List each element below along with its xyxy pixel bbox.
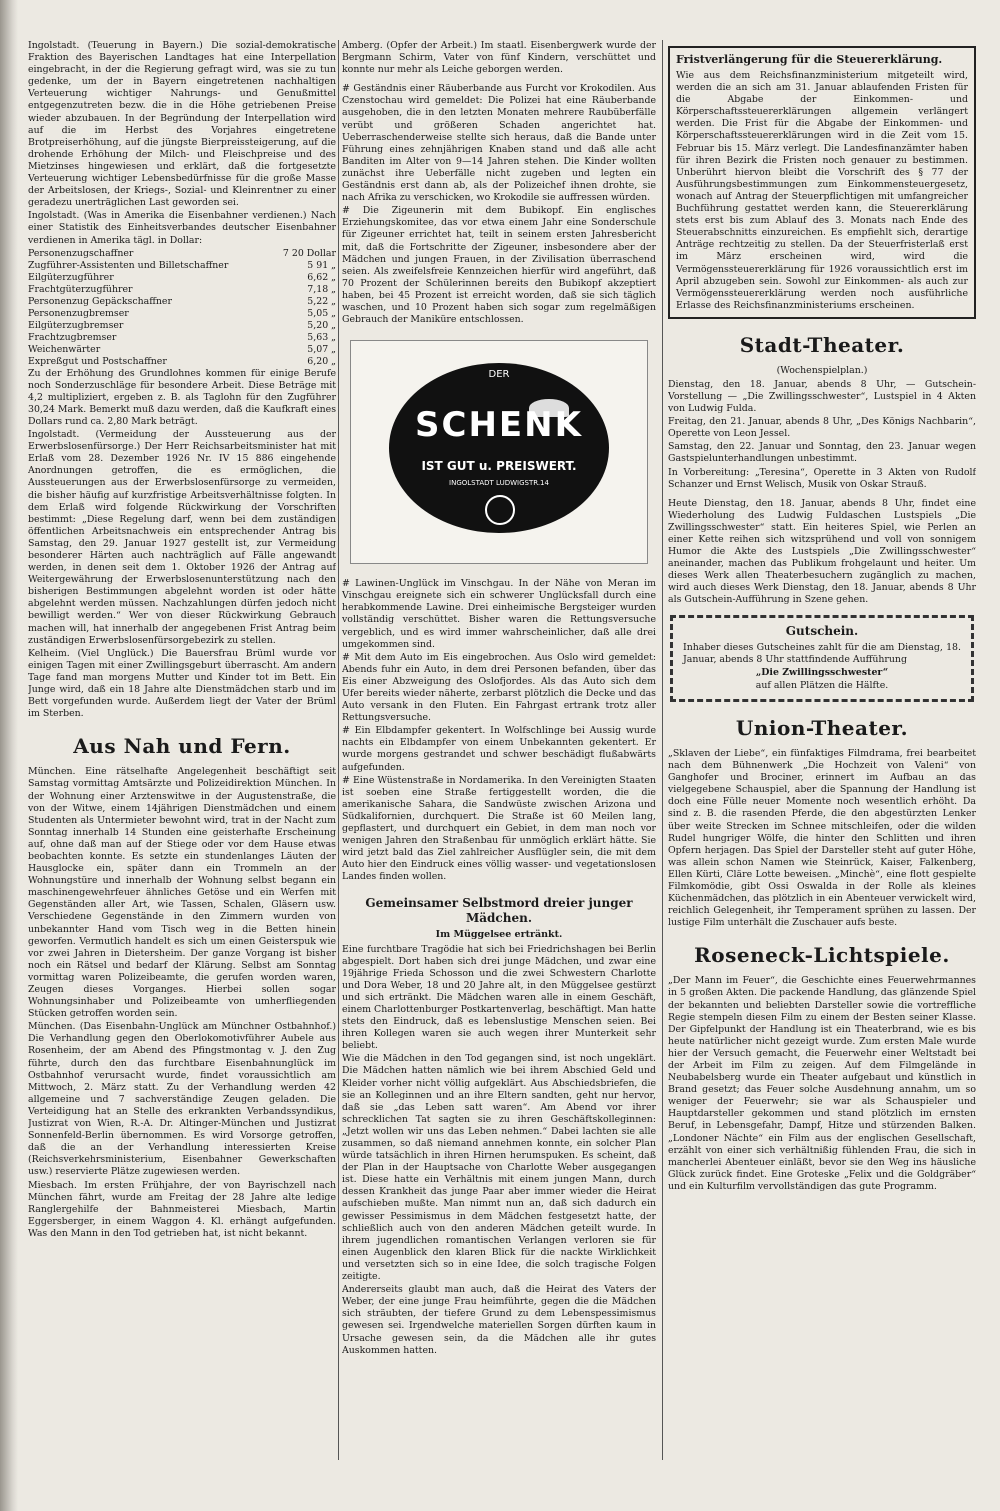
wage-row: [28, 248, 336, 260]
article-muenchen-spuk: München. Eine rätselhafte Angelegenheit beschäftigt seit Samstag vormittag Amtsärzte und Polizeidirektion München. In der Wohnung einer Arztenswitwe in der Augustenstraße, die von der Witwe, einem 14jährigen Dienstmädchen und einem Studenten als Untermieter bewohnt wird, trat in der Nacht zum Sonntag innerhalb 14 Stunden eine geisterhafte Erscheinung auf, ohne daß man auf der Stiege oder vor dem Hause etwas beobachten konnte. Es setzte ein stundenlanges Läuten der Hausglocke ein, später dann ein Trommeln an der Wohnungstüre und innerhalb der Wohnung selbst begann ein maschinengewehrfeuer ähnliches Getöse und ein Werfen mit Gegenständen aller Art, wie Tassen, Schalen, Gläsern usw. Verschiedene Gegenstände in den Zimmern wurden von unbekannter Hand vom Tisch weg in die Betten hinein geworfen. Vermutlich handelt es sich um einen Geisterspuk wie vor zwei Jahren in Dietersheim. Der ganze Vorgang ist bisher noch ein Rätsel und bedarf der Klärung. Selbst am Sonntag vormittag waren Polizeibeamte, die gerufen worden waren, Zeugen dieses Vorganges. Hierbei sollen sogar Wohnungsinhaber und Polizeibeamte von umherfliegenden Stücken getroffen worden sein.: [28, 766, 336, 1020]
section-subheading: Im Müggelsee ertränkt.: [435, 928, 563, 940]
article-wuestenstrasse: # Eine Wüstenstraße in Nordamerika. In den Vereinigten Staaten ist soeben eine Straße fertiggestellt worden, die die amerikanische Sahara, die Sandwüste zwischen Arizona und Südkalifornien, durchquert. Die Straße ist 60 Meilen lang, gepflastert, und durchquert ein Gebiet, in dem man noch vor wenigen Jahren den Straßenbau für unmöglich erklärt hätte. Sie wird jetzt bald das Ziel zahlreicher Ausflügler sein, die mit dem Auto hier den Eindruck eines völlig wasser- und vegetationslosen Landes finden wollen.: [342, 774, 656, 883]
wage-value: 5,63 „: [307, 331, 336, 343]
column-middle: [342, 40, 656, 1500]
wage-row: [28, 308, 336, 320]
wage-value: 6,62 „: [307, 271, 336, 283]
article-grundlohn: Zu der Erhöhung des Grundlohnes kommen für einige Berufe noch Sonderzuschläge für besondere Arbeit. Diese Beträge mit 4,2 multipliziert, ergeben z. B. als Taglohn für den Zugführer 30,24 Mark. Bemerkt muß dazu werden, daß die Kaufkraft eines Dollars rund ca. 2,80 Mark beträgt.: [28, 367, 336, 427]
wage-value: 7,18 „: [307, 283, 336, 295]
wage-value: 7 20 Dollar: [282, 247, 336, 259]
wage-value: 5 91 „: [307, 259, 336, 271]
wage-label: Personenzugschaffner: [28, 247, 134, 259]
wage-row: [28, 296, 336, 308]
voucher-play: „Die Zwillingsschwester“: [755, 666, 889, 678]
ad-logo-icon: [485, 495, 515, 525]
wage-label: Personenzug Gepäckschaffner: [28, 295, 172, 307]
wage-value: 5,20 „: [307, 319, 336, 331]
wage-label: Expreßgut und Postschaffner: [28, 355, 167, 367]
wage-label: Frachtzugbremser: [28, 331, 117, 343]
theater-entry: Freitag, den 21. Januar, abends 8 Uhr, „Des Königs Nachbarin“, Operette von Leon Jessel.: [668, 416, 976, 440]
wage-label: Frachtgüterzugführer: [28, 283, 133, 295]
wage-label: Eilgüterzugbremser: [28, 319, 124, 331]
wage-value: 6,20 „: [307, 355, 336, 367]
stadt-theater-subheading: (Wochenspielplan.): [776, 364, 868, 376]
article-teuerung: Ingolstadt. (Teuerung in Bayern.) Die sozial-demokratische Fraktion des Bayerischen Landtages hat eine Interpellation eingebracht, in der die Regierung gefragt wird, was sie zu tun gedenke, um der in Bayern eingetretenen nachhaltigen Verteuerung wichtiger Nahrungs- und Genußmittel entgegenzutreten bezw. die in die Höhe getriebenen Preise wieder abzubauen. In der Begründung der Interpellation wird auf die im Herbst des Vorjahres eingetretene Brotpreiserhöhung, auf die jüngste Bierpreissteigerung, auf die drohende Erhöhung der Milch- und Fleischpreise und des Mietzinses hingewiesen und erklärt, daß die fortgesetzte Verteuerung wichtiger Lebensbedürfnisse für die große Masse der Arbeitslosen, der Kriegs-, Sozial- und Kleinrentner zu einer geradezu unerträglichen Last geworden sei.: [28, 40, 336, 209]
ad-oval: [389, 363, 609, 533]
article-lawine: # Lawinen-Unglück im Vinschgau. In der Nähe von Meran im Vinschgau ereignete sich ein schwerer Unglücksfall durch eine herabkommende Lawine. Drei einheimische Bergsteiger wurden vollständig verschüttet. Bisher waren die Rettungsversuche vergeblich, und es wird immer wahrscheinlicher, daß alle drei umgekommen sind.: [342, 578, 656, 650]
section-heading-selbstmord: Gemeinsamer Selbstmord dreier junger Mädchen.: [365, 895, 633, 925]
wage-table: [28, 248, 336, 368]
article-selbstmord-p2: Wie die Mädchen in den Tod gegangen sind, ist noch ungeklärt. Die Mädchen hatten nämlich wie bei ihrem Abschied Geld und Kleider vorher nicht völlig aufgeklärt. Aus Abschiedsbriefen, die sie an Kolleginnen und an ihre Eltern sandten, geht nur hervor, daß sie „das Leben satt waren“. Am Abend vor ihrer schrecklichen Tat sagten sie zu ihren Geschäftskolleginnen: „Jetzt wollen wir uns das Leben nehmen.“ Dabei lachten sie alle zusammen, so daß niemand annehmen konnte, ein solcher Plan würde tatsächlich in ihren Hirnen herumspuken. Es scheint, daß der Plan in der Hauptsache von Charlotte Weber ausgegangen ist. Diese hatte ein Verhältnis mit einem jungen Mann, durch dessen Krankheit das junge Paar aber immer wieder die Heirat aufschieben mußte. Man nimmt nun an, daß sich dadurch ein gewisser Pessimismus in dem Mädchen festgesetzt hatte, der schließlich auch von den anderen Mädchen geteilt wurde. In ihrem jugendlichen romantischen Verlangen verloren sie für einen Augenblick den klaren Blick für die nackte Wirklichkeit und versetzten sich so in eine Idee, die solch tragische Folgen zeitigte.: [342, 1053, 656, 1283]
notice-title: Fristverlängerung für die Steuererklärung.: [676, 53, 943, 66]
wage-value: 5,05 „: [307, 307, 336, 319]
wage-row: [28, 284, 336, 296]
wage-row: [28, 260, 336, 272]
article-eisenbahner-intro: Ingolstadt. (Was in Amerika die Eisenbahner verdienen.) Nach einer Statistik des Einheitsverbandes deutscher Eisenbahner verdienen in Amerika tägl. in Dollar:: [28, 210, 336, 246]
article-muenchen-eisenbahn: München. (Das Eisenbahn-Unglück am Münchner Ostbahnhof.) Die Verhandlung gegen den Oberlokomotivführer Aubele aus Rosenheim, der am Abend des Pfingstmontag v. J. den Zug führte, durch den das furchtbare Eisenbahnunglück im Ostbahnhof verursacht wurde, findet voraussichtlich am Mittwoch, 2. März statt. Zu der Verhandlung werden 42 allgemeine und 7 sachverständige Zeugen geladen. Die Verteidigung hat an Stelle des erkrankten Verbandssyndikus, Justizrat von Wien, R.-A. Dr. Altinger-München und Justizrat Sonnenfeld-Berlin übernommen. Es wird Vorsorge getroffen, daß die an der Verhandlung interessierten Kreise (Reichsverkehrsministerium, Eisenbahner Gewerkschaften usw.) reservierte Plätze zugewiesen werden.: [28, 1021, 336, 1178]
roseneck-heading: Roseneck-Lichtspiele.: [694, 943, 950, 968]
wage-row: [28, 272, 336, 284]
article-kelheim: Kelheim. (Viel Unglück.) Die Bauersfrau Brüml wurde vor einigen Tagen mit einer Zwillingsgeburt überrascht. Am andern Tage fand man morgens Mutter und Kinder tot im Bett. Ein Junge wird, daß ein 18 Jahre alte Dienstmädchen starb und im Bett vorgefunden wurde. Außerdem liegt der Vater der Brüml im Sterben.: [28, 647, 336, 720]
ad-tagline: IST GUT u. PREISWERT.: [421, 459, 577, 474]
theater-entry: Samstag, den 22. Januar und Sonntag, den 23. Januar wegen Gastspielunterhandlungen unbestimmt.: [668, 441, 976, 465]
column-rule: [662, 40, 663, 1460]
advertisement-schenk: [350, 340, 648, 564]
column-rule: [338, 40, 339, 1460]
voucher-coupon: [670, 615, 974, 702]
column-left: [28, 40, 336, 1500]
theater-entry: Dienstag, den 18. Januar, abends 8 Uhr, — Gutschein-Vorstellung — „Die Zwillingsschwester“, Lustspiel in 4 Akten von Ludwig Fulda.: [668, 378, 976, 415]
article-miesbach: Miesbach. Im ersten Frühjahre, der von Bayrischzell nach München fährt, wurde am Freitag der 28 Jahre alte ledige Ranglergehilfe der Bahnmeisterei Miesbach, Martin Eggersberger, in einem Waggon 4. Kl. erhängt aufgefunden. Was den Mann in den Tod getrieben hat, ist nicht bekannt.: [28, 1179, 336, 1239]
notice-text: Wie aus dem Reichsfinanzministerium mitgeteilt wird, werden die an sich am 31. Januar ablaufenden Fristen für die Abgabe der Einkommen- und Körperschaftssteuererklärungen allgemein verlängert werden. Die Frist für die Abgabe der Einkommen- und Körperschaftssteuererklärungen wird in die Zeit vom 15. Februar bis 15. März verlegt. Die Landesfinanzämter haben für ihren Bezirk die Fristen noch genauer zu bestimmen. Unberührt hiervon bleibt die Vorschrift des § 77 der Ausführungsbestimmungen zum Einkommensteuergesetz, wonach auf Antrag der Steuerpflichtigen mit umfangreicher Buchführung gestattet werden kann, die Steuererklärung stets erst bis zum Ablauf des 3. Monats nach Ende des Steuerabschnitts einzureichen. Es empfiehlt sich, derartige Anträge rechtzeitig zu stellen. Da der Steuerfristerlaß erst im März erscheinen wird, wird die Vermögenssteuererklärung für 1926 voraussichtlich erst im April abzugeben sein. Sowohl zur Einkommen- als auch zur Vermögenssteuererklärung werden noch ausführliche Erlasse des Reichsfinanzministeriums erscheinen.: [676, 70, 968, 311]
wage-label: Personenzugbremser: [28, 307, 129, 319]
page-binding-shadow: [0, 0, 18, 1511]
section-heading-aus-nah-und-fern: Aus Nah und Fern.: [73, 734, 291, 759]
union-theater-heading: Union-Theater.: [735, 715, 909, 740]
roseneck-review: „Der Mann im Feuer“, die Geschichte eines Feuerwehrmannes in 5 großen Akten. Die packende Handlung, das glänzende Spiel der bekannten und beliebten Darsteller sowie die vortreffliche Regie stempeln diesen Film zu einem der Besten seiner Klasse. Der Gipfelpunkt der Handlung ist ein Theaterbrand, wie es bis heute natürlicher nicht gezeigt wurde. Zum ersten Male wurde hier der Versuch gemacht, die Feuerwehr einer Weltstadt bei der Arbeit im Film zu zeigen. Auf dem Filmgelände in Neubabelsberg wurde ein Theater aufgebaut und künstlich in Brand gesetzt; das Feuer solche Ausdehnung annahm, um so weniger der Feuerwehr; sie war als Schauspieler und Hauptdarsteller gekommen und stand plötzlich im ernsten Beruf, in Lebensgefahr, Dampf, Hitze und stürzenden Balken. „Londoner Nächte“ ein Film aus der englischen Gesellschaft, erzählt von einer sich verhältnißig fühlenden Frau, die sich in mancherlei Abenteuer einläßt, bevor sie den Weg ins häusliche Glück zurück findet. Eine Groteske „Felix und die Goldgräber“ und ein Kulturfilm vervollständigen das gute Programm.: [668, 975, 976, 1192]
notice-fristverlaengerung: [668, 46, 976, 319]
column-right: [668, 40, 976, 1500]
wage-row: [28, 332, 336, 344]
wage-row: [28, 356, 336, 368]
voucher-text: Inhaber dieses Gutscheines zahlt für die am Dienstag, 18. Januar, abends 8 Uhr stattfindende Aufführung: [683, 641, 961, 665]
ad-address: INGOLSTADT LUDWIGSTR.14: [449, 479, 549, 488]
article-amberg: Amberg. (Opfer der Arbeit.) Im staatl. Eisenbergwerk wurde der Bergmann Schirm, Vater von fünf Kindern, verschüttet und konnte nur mehr als Leiche geborgen werden.: [342, 40, 656, 76]
wage-value: 5,22 „: [307, 295, 336, 307]
article-auto-eis: # Mit dem Auto im Eis eingebrochen. Aus Oslo wird gemeldet: Abends fuhr ein Auto, in dem drei Personen befanden, über das Eis einer Abzweigung des Oslofjordes. Als das Auto sich dem Ufer bereits wieder näherte, zerbarst plötzlich die Decke und das Auto versank in den Fluten. Ein Fahrgast ertrank trotz aller Rettungsversuche.: [342, 651, 656, 724]
article-aussteuerung: Ingolstadt. (Vermeidung der Aussteuerung aus der Erwerbslosenfürsorge.) Der Herr Reichsarbeitsminister hat mit Erlaß vom 28. Dezember 1926 Nr. IV 15 886 eingehende Anordnungen getroffen, die es ermöglichen, die Aussteuerungen aus der Erwerbslosenfürsorge zu vermeiden, die bisher häufig auf kurzfristige Arbeitsverhältnisse folgten. In dem Erlaß wird folgende Rückwirkung der Vorschriften bestimmt: „Diese Regelung darf, wenn bei dem zuständigen öffentlichen Arbeitsnachweis ein entsprechender Antrag bis Samstag, den 29. Januar 1927 gestellt ist, zur Vermeidung besonderer Härten auch nachträglich auf Fälle angewandt werden, in denen seit dem 1. Oktober 1926 der Antrag auf Weitergewährung der Erwerbslosenunterstützung nach den bisherigen Bestimmungen abgelehnt worden ist oder hätte abgelehnt werden müssen. Nachzahlungen dürfen jedoch nicht bewilligt werden.“ Wer von dieser Rückwirkung Gebrauch machen will, hat innerhalb der angegebenen Frist Antrag beim zuständigen Erwerbslosenfürsorgebezirk zu stellen.: [28, 429, 336, 646]
article-elbdampfer: # Ein Elbdampfer gekentert. In Wolfschlinge bei Aussig wurde nachts ein Elbdampfer von einem Unbekannten gekentert. Er wurde morgens gestrandet und schwer beschädigt flußabwärts aufgefunden.: [342, 725, 656, 773]
article-selbstmord-p3: Andererseits glaubt man auch, daß die Heirat des Vaters der Weber, der eine junge Frau heimführte, gegen die die Mädchen sich sträubten, der tiefere Grund zu dem Lebenspessimismus gewesen sei. Irgendwelche materiellen Sorgen dürften kaum in Ursache gewesen sein, da die Mädchen alle ihr gutes Auskommen hatten.: [342, 1284, 656, 1356]
article-selbstmord-p1: Eine furchtbare Tragödie hat sich bei Friedrichshagen bei Berlin abgespielt. Dort haben sich drei junge Mädchen, und zwar eine 19jährige Frieda Schosson und die zwei Schwestern Charlotte und Dora Weber, 18 und 20 Jahre alt, in den Müggelsee gestürzt und sich ertränkt. Die Mädchen waren alle in einem Geschäft, einem Charlottenburger Postkartenverlag, beschäftigt. Man hatte stets den Eindruck, daß es lebenslustige Menschen seien. Bei ihren Kollegen waren sie auch wegen ihrer Munterkeit sehr beliebt.: [342, 943, 656, 1052]
stadt-theater-heading: Stadt-Theater.: [739, 332, 905, 357]
wage-label: Zugführer-Assistenten und Billetschaffner: [28, 259, 229, 271]
article-raeuberbande: # Geständnis einer Räuberbande aus Furcht vor Krokodilen. Aus Czenstochau wird gemeldet: Die Polizei hat eine Räuberbande ausgehoben, die in den letzten Monaten mehrere Raubüberfälle verübt und größeren Schaden angerichtet hat. Ueberraschenderweise stellte sich heraus, daß die Bande unter Führung eines zehnjährigen Knaben stand und daß alle acht Banditen im Alter von 9—14 Jahren stehen. Die Kinder wollten zunächst ihre Ueberfälle nicht zugeben und legten ein Geständnis erst dann ab, als der Polizeichef ihnen drohte, sie nach Afrika zu verschicken, wo Krokodile sie auffressen würden.: [342, 83, 656, 204]
voucher-title: Gutschein.: [785, 623, 859, 638]
union-theater-review: „Sklaven der Liebe“, ein fünfaktiges Filmdrama, frei bearbeitet nach dem Bühnenwerk „Die Hochzeit von Valeni“ von Ganghofer und Brociner, erinnert im Aufbau an das vielgegebene Schauspiel, aber die Spannung der Handlung ist doch eine Fülle neuer Momente noch wesentlich erhöht. Da sind z. B. die rasenden Pferde, die den abgestürzten Lenker über weite Strecken im Schnee mitschleifen, oder die wilden Rudel hungriger Wölfe, die hinter den Schlitten und ihren Opfern herjagen. Das Spiel der Darsteller steht auf guter Höhe, was allein schon Namen wie Steinrück, Kaiser, Falkenberg, Ellen Kürti, Cläre Lotte beweisen. „Minchè“, eine flott gespielte Filmkomödie, gibt Ossi Oswalda in der Rolle als kleines Küchenmädchen, das plötzlich in ein Abenteuer verwickelt wird, reichlich Gelegenheit, ihr Temperament sprühen zu lassen. Der lustige Film unterhält die Zuschauer aufs beste.: [668, 747, 976, 929]
wage-label: Weichenwärter: [28, 343, 101, 355]
ad-der-text: DER: [488, 369, 510, 381]
article-zigeunerin: # Die Zigeunerin mit dem Bubikopf. Ein englisches Erziehungskomitee, das vor etwa einem Jahr eine Sonderschule für Zigeuner errichtet hat, teilt in seinem ersten Jahresbericht mit, daß die Fortschritte der Zigeuner, insbesondere aber der Mädchen und jungen Frauen, in der Zivilisation überraschend seien. Als zweifelsfreie Kennzeichen hierfür wird angeführt, daß 70 Prozent der Schülerinnen bereits den Bubikopf akzeptiert haben, bei 45 Prozent ist erreicht worden, daß sie sich täglich waschen, und 10 Prozent haben sich sogar zum regelmäßigen Gebrauch der Maniküre entschlossen.: [342, 205, 656, 326]
theater-review: Heute Dienstag, den 18. Januar, abends 8 Uhr, findet eine Wiederholung des Ludwig Fuldaschen Lustspiels „Die Zwillingsschwester“ statt. Ein heiteres Spiel, wie Perlen an einer Kette reihen sich witzsprühend und voll von sonnigem Humor die Akte des Lustspiels „Die Zwillingsschwester“ aneinander, machen das Publikum frohgelaunt und heiter. Um dieses Werk allen Theaterbesuchern zugänglich zu machen, wird auch dieses Werk Dienstag, den 18. Januar, abends 8 Uhr als Gutschein-Aufführung in Szene gehen.: [668, 497, 976, 606]
theater-entry: In Vorbereitung: „Teresina“, Operette in 3 Akten von Rudolf Schanzer und Ernst Welisch, Musik von Oskar Strauß.: [668, 466, 976, 490]
wage-value: 5,07 „: [307, 343, 336, 355]
ad-brand-name: SCHENK: [415, 405, 583, 446]
voucher-footer: auf allen Plätzen die Hälfte.: [755, 679, 889, 691]
wage-row: [28, 320, 336, 332]
wage-label: Eilgüterzugführer: [28, 271, 114, 283]
wage-row: [28, 344, 336, 356]
